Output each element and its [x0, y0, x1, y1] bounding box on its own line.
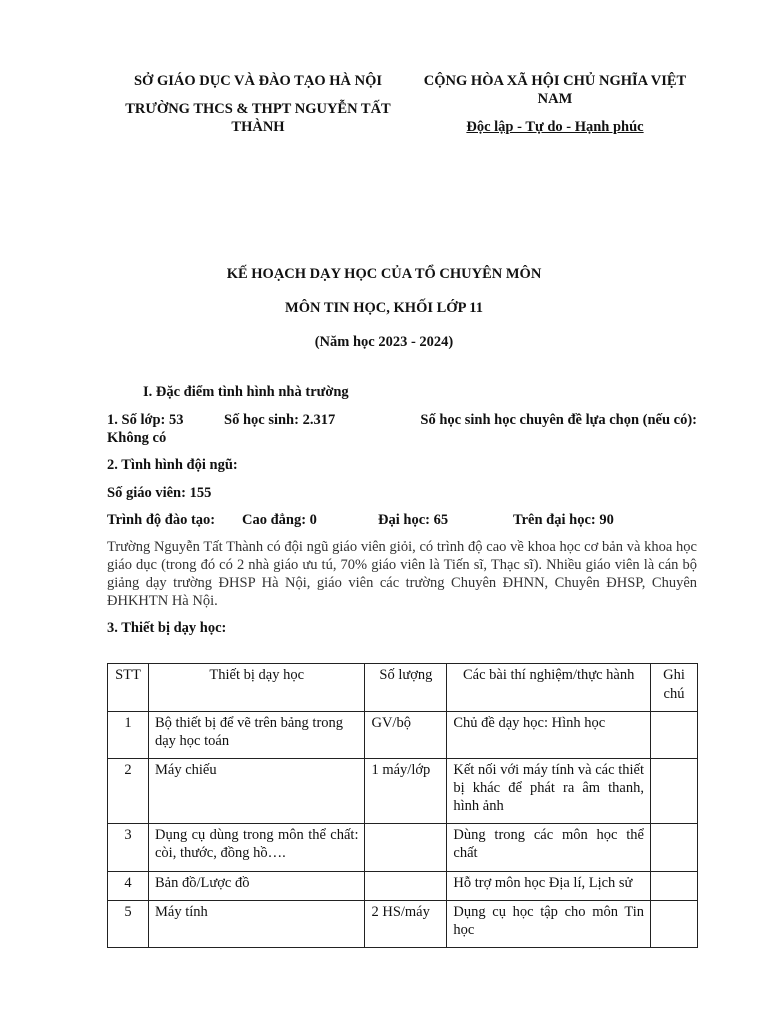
cell-experiment: Hỗ trợ môn học Địa lí, Lịch sử [447, 871, 651, 900]
college-count: Cao đẳng: 0 [242, 511, 317, 528]
elective-value: Không có [107, 430, 167, 447]
class-count: 1. Số lớp: 53 [107, 412, 184, 429]
cell-note [651, 758, 698, 823]
cell-stt: 2 [108, 758, 149, 823]
cell-device: Máy chiếu [148, 758, 364, 823]
cell-note [651, 900, 698, 947]
table-row [108, 711, 698, 758]
header-device: Thiết bị dạy học [148, 664, 364, 711]
document-titles [0, 265, 768, 367]
cell-quantity [365, 824, 447, 871]
teacher-count: Số giáo viên: 155 [107, 484, 212, 501]
header-stt: STT [108, 664, 149, 711]
cell-experiment: Dụng cụ học tập cho môn Tin học [447, 900, 651, 947]
school-name: TRƯỜNG THCS & THPT NGUYỄN TẤT THÀNH [125, 101, 391, 136]
cell-stt: 1 [108, 711, 149, 758]
training-label: Trình độ đào tạo: [107, 511, 216, 528]
cell-quantity: 2 HS/máy [365, 900, 447, 947]
school-header [108, 72, 408, 136]
cell-note [651, 711, 698, 758]
equipment-heading: 3. Thiết bị dạy học: [107, 620, 227, 637]
document-body [107, 383, 697, 948]
table-header-row [108, 664, 698, 711]
document-title: KẾ HOẠCH DẠY HỌC CỦA TỔ CHUYÊN MÔN [226, 266, 542, 282]
national-motto: Độc lập - Tự do - Hạnh phúc [466, 119, 644, 136]
cell-quantity: GV/bộ [365, 711, 447, 758]
table-row [108, 871, 698, 900]
header-notes: Ghi chú [651, 664, 698, 711]
school-year: (Năm học 2023 - 2024) [314, 334, 454, 351]
table-row [108, 758, 698, 823]
cell-device: Bộ thiết bị để vẽ trên bảng trong dạy học toán [148, 711, 364, 758]
subject-title: MÔN TIN HỌC, KHỐI LỚP 11 [285, 300, 483, 317]
university-count: Đại học: 65 [378, 511, 449, 528]
staff-description: Trường Nguyễn Tất Thành có đội ngũ giáo viên giỏi, có trình độ cao về khoa học cơ bản và khoa học giáo dục (trong đó có 2 nhà giáo ưu tú, 70% giáo viên là Tiến sĩ, Thạc sĩ). Nhiều giáo viên là cán bộ giảng dạy trường ĐHSP Hà Nội, giáo viên các trường Chuyên ĐHNN, Chuyên ĐHSP, Chuyên ĐHKHTN Hà Nội. [107, 538, 697, 610]
cell-experiment: Dùng trong các môn học thể chất [447, 824, 651, 871]
header-quantity: Số lượng [365, 664, 447, 711]
cell-note [651, 824, 698, 871]
class-stats [107, 411, 697, 447]
cell-stt: 3 [108, 824, 149, 871]
training-levels [107, 511, 697, 529]
cell-device: Máy tính [148, 900, 364, 947]
student-count: Số học sinh: 2.317 [224, 412, 336, 429]
table-row [108, 900, 698, 947]
national-header [420, 72, 690, 136]
cell-device: Dụng cụ dùng trong môn thể chất: còi, thước, đồng hồ…. [148, 824, 364, 871]
cell-stt: 5 [108, 900, 149, 947]
staff-heading: 2. Tình hình đội ngũ: [107, 457, 238, 474]
cell-quantity [365, 871, 447, 900]
cell-experiment: Chủ đề dạy học: Hình học [447, 711, 651, 758]
country-name: CỘNG HÒA XÃ HỘI CHỦ NGHĨA VIỆT NAM [423, 73, 687, 108]
department-name: SỞ GIÁO DỤC VÀ ĐÀO TẠO HÀ NỘI [133, 73, 382, 89]
cell-device: Bản đồ/Lược đồ [148, 871, 364, 900]
elective-label: Số học sinh học chuyên đề lựa chọn (nếu có): [420, 412, 697, 429]
postgrad-count: Trên đại học: 90 [513, 511, 614, 528]
header-experiments: Các bài thí nghiệm/thực hành [447, 664, 651, 711]
cell-stt: 4 [108, 871, 149, 900]
cell-quantity: 1 máy/lớp [365, 758, 447, 823]
table-row [108, 824, 698, 871]
cell-note [651, 871, 698, 900]
section-heading: I. Đặc điểm tình hình nhà trường [143, 384, 349, 400]
equipment-table [107, 663, 698, 948]
cell-experiment: Kết nối với máy tính và các thiết bị khác để phát ra âm thanh, hình ảnh [447, 758, 651, 823]
